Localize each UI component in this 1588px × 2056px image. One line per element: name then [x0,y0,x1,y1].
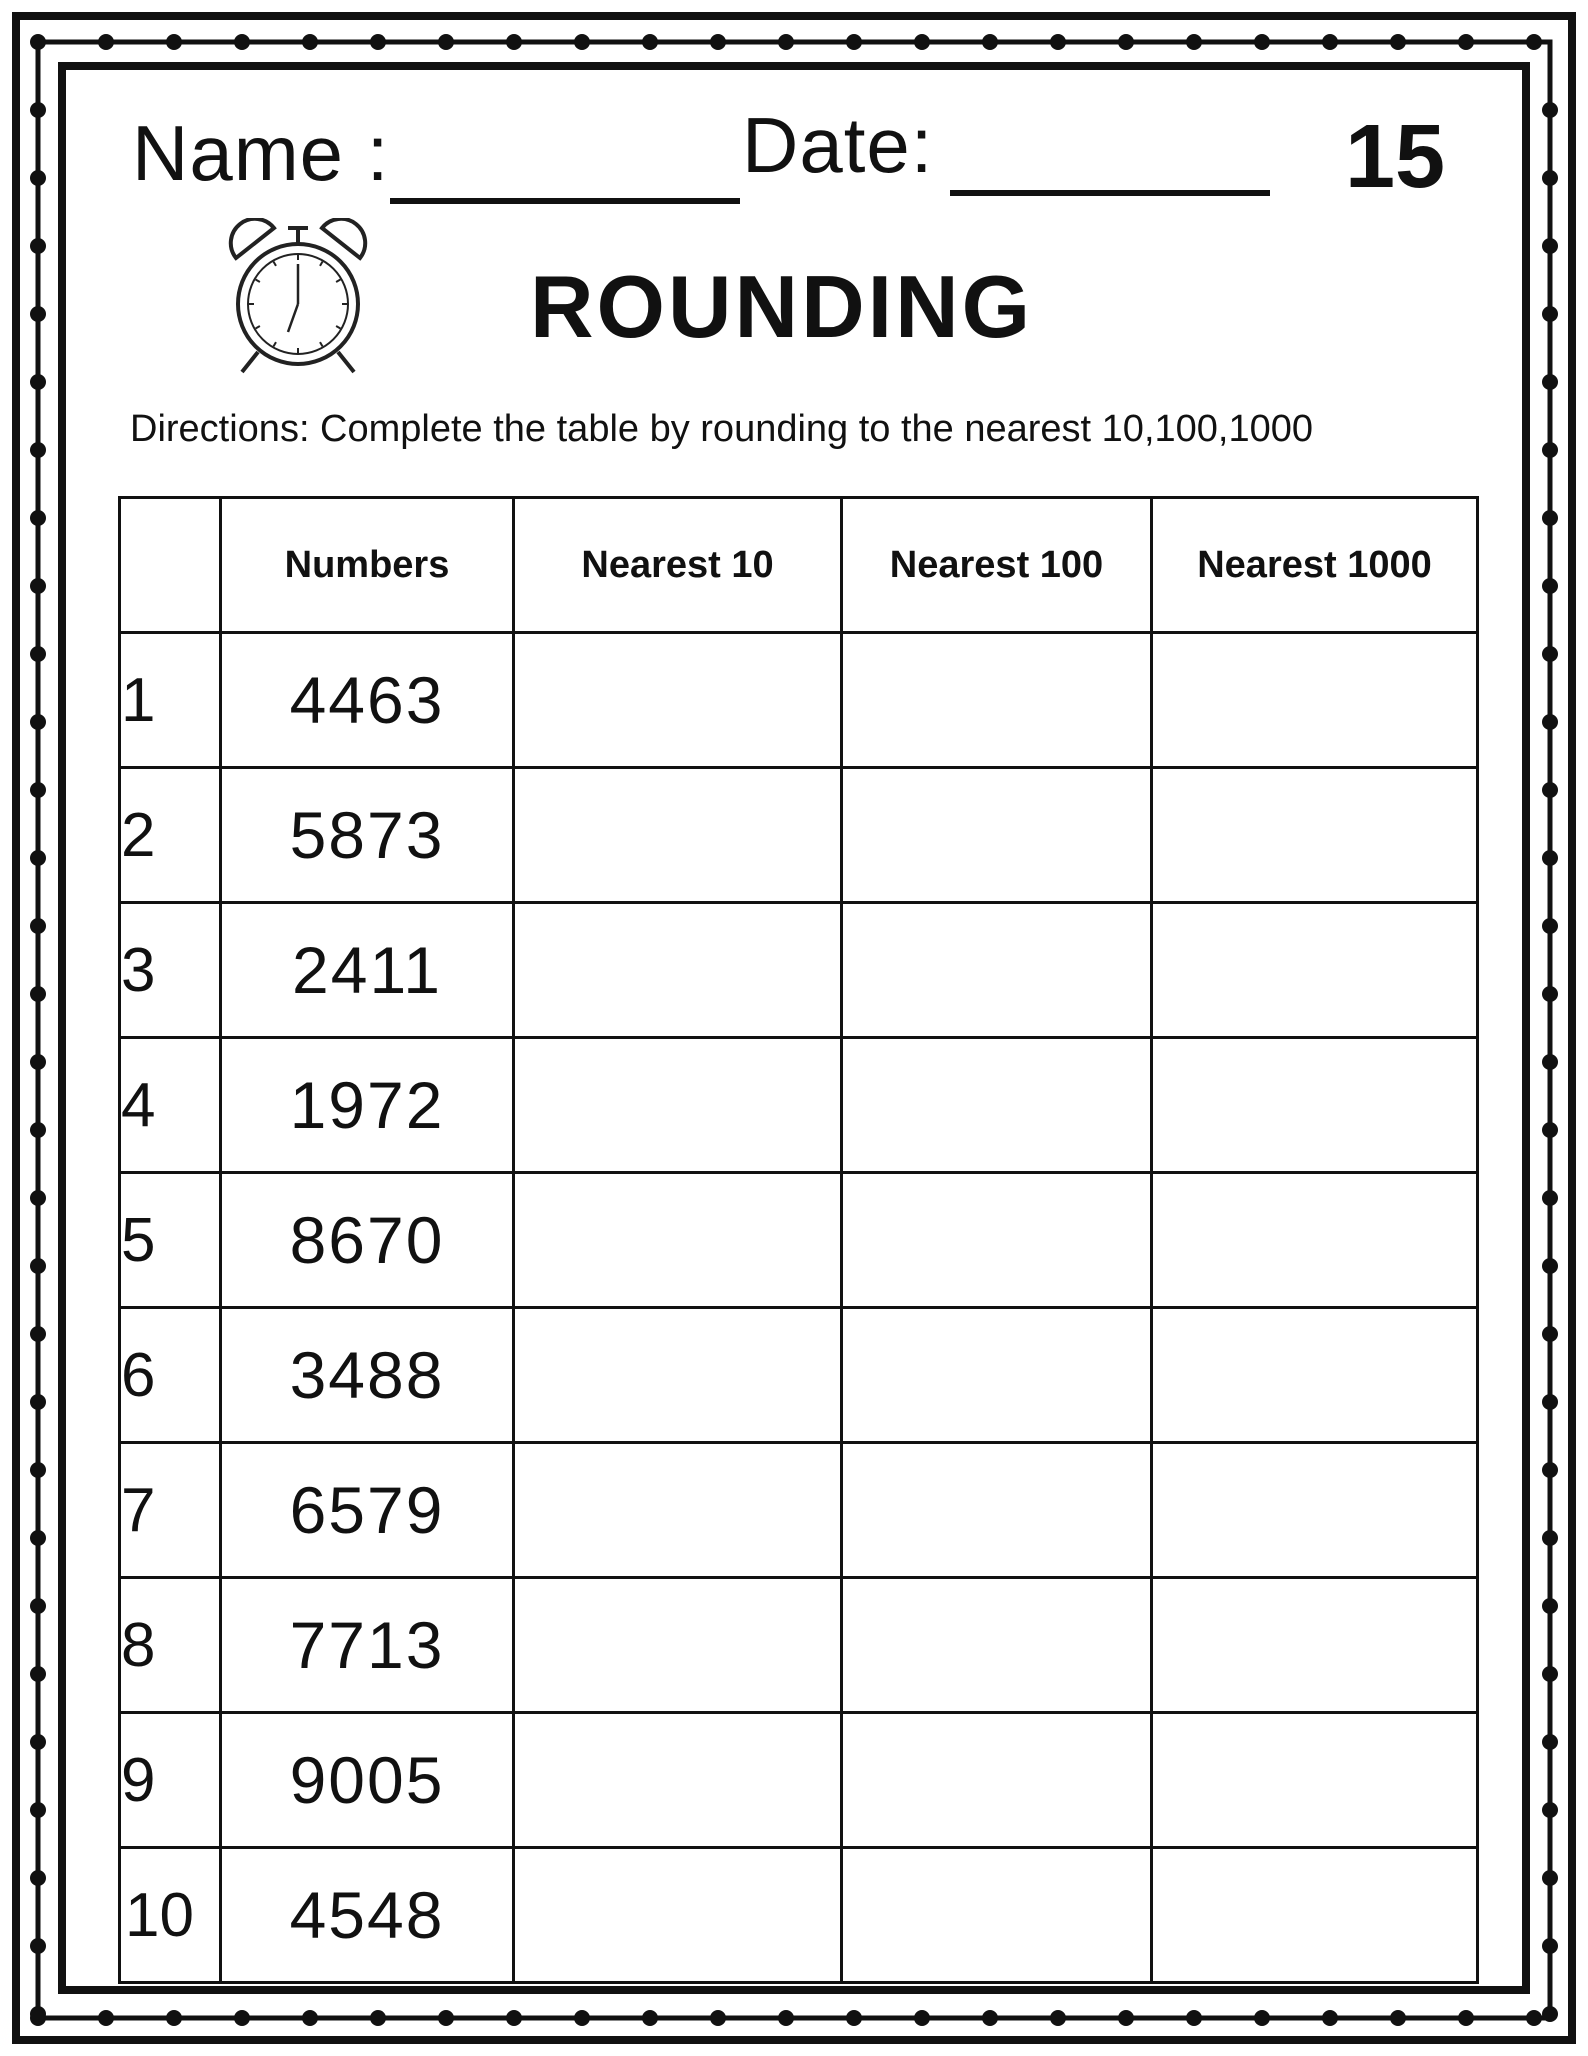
border-dot [30,986,46,1002]
table-row [120,1578,1478,1713]
border-dot [30,714,46,730]
border-dot [914,2010,930,2026]
table-row [120,633,1478,768]
border-dot [30,510,46,526]
date-label: Date: [742,101,934,189]
border-dot [710,2010,726,2026]
border-dot [642,2010,658,2026]
row-number: 4548 [221,1848,514,1983]
answer-cell-nearest-10[interactable] [514,1308,842,1443]
border-dot [506,34,522,50]
answer-cell-nearest-1000[interactable] [1152,1308,1478,1443]
border-dot [1526,34,1542,50]
table-row [120,1713,1478,1848]
column-header-index [120,498,221,633]
border-dot [30,1326,46,1342]
answer-cell-nearest-10[interactable] [514,1578,842,1713]
border-dot [1542,374,1558,390]
border-dot [1542,170,1558,186]
answer-cell-nearest-100[interactable] [842,1578,1152,1713]
border-dot [1542,1190,1558,1206]
border-dot [30,1598,46,1614]
answer-cell-nearest-10[interactable] [514,768,842,903]
border-dot [30,1190,46,1206]
answer-cell-nearest-100[interactable] [842,1443,1152,1578]
name-field[interactable] [390,198,740,204]
border-dot [642,34,658,50]
border-dot [506,2010,522,2026]
border-dot [1118,34,1134,50]
border-dot [30,1938,46,1954]
border-dot [1542,510,1558,526]
answer-cell-nearest-10[interactable] [514,903,842,1038]
border-dot [1254,2010,1270,2026]
border-dot [1186,34,1202,50]
sheet-number: 15 [1345,107,1446,207]
table-row [120,1308,1478,1443]
border-dot [1542,1530,1558,1546]
border-dot [30,1394,46,1410]
border-dot [574,34,590,50]
border-dot [1542,102,1558,118]
border-dot [166,2010,182,2026]
table-row [120,1173,1478,1308]
border-dot [166,34,182,50]
border-dot [778,34,794,50]
border-dot [1542,646,1558,662]
row-index: 5 [120,1173,221,1308]
border-dot [30,1258,46,1274]
border-dot [30,1870,46,1886]
name-label: Name : [132,109,390,197]
border-dot [30,1802,46,1818]
border-dot [30,646,46,662]
border-dot [30,1734,46,1750]
border-dot [982,34,998,50]
border-dot [30,850,46,866]
border-dot [846,2010,862,2026]
border-dot [1050,34,1066,50]
table-row [120,768,1478,903]
answer-cell-nearest-10[interactable] [514,1848,842,1983]
table-row [120,903,1478,1038]
border-dot [30,374,46,390]
border-dot [914,34,930,50]
row-index: 3 [120,903,221,1038]
rounding-table [118,496,1479,1984]
row-number: 3488 [221,1308,514,1443]
border-dot [438,34,454,50]
border-dot [1542,1802,1558,1818]
border-dot [1458,2010,1474,2026]
answer-cell-nearest-100[interactable] [842,1173,1152,1308]
border-dot [1542,442,1558,458]
table-row [120,1443,1478,1578]
border-dot [234,2010,250,2026]
border-dot [370,2010,386,2026]
row-number: 7713 [221,1578,514,1713]
border-dot [302,2010,318,2026]
row-index: 6 [120,1308,221,1443]
border-dot [30,34,46,50]
answer-cell-nearest-10[interactable] [514,633,842,768]
row-index: 1 [120,633,221,768]
answer-cell-nearest-100[interactable] [842,768,1152,903]
border-dot [1542,1394,1558,1410]
border-dot [1542,2006,1558,2022]
column-header-nearest-100: Nearest 100 [842,498,1152,633]
border-dot [30,2006,46,2022]
border-dot [1542,1326,1558,1342]
border-dot [1542,1598,1558,1614]
border-dot [30,102,46,118]
answer-cell-nearest-10[interactable] [514,1038,842,1173]
row-number: 2411 [221,903,514,1038]
border-dot [1542,306,1558,322]
row-index: 10 [120,1848,221,1983]
directions-text: Directions: Complete the table by rounding to the nearest 10,100,1000 [130,408,1313,450]
border-dot [1542,578,1558,594]
border-dot [98,34,114,50]
border-dot [98,2010,114,2026]
table-header-row [120,498,1478,633]
answer-cell-nearest-1000[interactable] [1152,768,1478,903]
row-number: 5873 [221,768,514,903]
table-row [120,1848,1478,1983]
border-dot [30,238,46,254]
date-field[interactable] [950,190,1270,196]
border-dot [1390,2010,1406,2026]
border-dot [30,1054,46,1070]
border-dot [1542,714,1558,730]
border-dot [1542,986,1558,1002]
border-dot [30,1122,46,1138]
border-dot [1542,1462,1558,1478]
border-dot [1542,1734,1558,1750]
border-dot [982,2010,998,2026]
border-dot [1542,238,1558,254]
answer-cell-nearest-1000[interactable] [1152,1848,1478,1983]
border-dot [778,2010,794,2026]
answer-cell-nearest-100[interactable] [842,1848,1152,1983]
border-dot [1322,34,1338,50]
row-index: 2 [120,768,221,903]
border-dot [1542,850,1558,866]
border-dot [30,1666,46,1682]
border-dot [710,34,726,50]
row-index: 9 [120,1713,221,1848]
answer-cell-nearest-10[interactable] [514,1713,842,1848]
row-number: 1972 [221,1038,514,1173]
answer-cell-nearest-100[interactable] [842,1038,1152,1173]
answer-cell-nearest-100[interactable] [842,1308,1152,1443]
border-dot [30,170,46,186]
row-index: 4 [120,1038,221,1173]
border-dot [1542,1258,1558,1274]
border-dot [846,34,862,50]
answer-cell-nearest-1000[interactable] [1152,633,1478,768]
worksheet-title: ROUNDING [530,257,1034,356]
alarm-clock-icon [228,218,368,378]
border-dot [1390,34,1406,50]
column-header-nearest-10: Nearest 10 [514,498,842,633]
column-header-numbers: Numbers [221,498,514,633]
answer-cell-nearest-1000[interactable] [1152,1038,1478,1173]
row-number: 8670 [221,1173,514,1308]
answer-cell-nearest-10[interactable] [514,1173,842,1308]
answer-cell-nearest-1000[interactable] [1152,1173,1478,1308]
border-dot [370,34,386,50]
border-dot [1542,1122,1558,1138]
answer-cell-nearest-1000[interactable] [1152,903,1478,1038]
answer-cell-nearest-1000[interactable] [1152,1578,1478,1713]
border-dot [30,782,46,798]
row-index: 7 [120,1443,221,1578]
row-number: 9005 [221,1713,514,1848]
border-dot [1542,1938,1558,1954]
border-dot [1542,1054,1558,1070]
border-dot [1542,1870,1558,1886]
border-dot [30,1530,46,1546]
column-header-nearest-1000: Nearest 1000 [1152,498,1478,633]
border-dot [438,2010,454,2026]
border-dot [574,2010,590,2026]
border-dot [1322,2010,1338,2026]
border-dot [1186,2010,1202,2026]
answer-cell-nearest-100[interactable] [842,903,1152,1038]
row-number: 4463 [221,633,514,768]
answer-cell-nearest-10[interactable] [514,1443,842,1578]
border-dot [1458,34,1474,50]
border-dot [302,34,318,50]
border-dot [30,1462,46,1478]
answer-cell-nearest-1000[interactable] [1152,1443,1478,1578]
border-dot [1254,34,1270,50]
border-dot [30,306,46,322]
border-dot [1542,918,1558,934]
answer-cell-nearest-100[interactable] [842,633,1152,768]
table-row [120,1038,1478,1173]
border-dot [234,34,250,50]
border-dot [30,918,46,934]
border-dot [30,442,46,458]
border-dot [1118,2010,1134,2026]
answer-cell-nearest-100[interactable] [842,1713,1152,1848]
border-dot [1542,1666,1558,1682]
row-number: 6579 [221,1443,514,1578]
border-dot [1542,782,1558,798]
border-dot [1050,2010,1066,2026]
border-dot [1526,2010,1542,2026]
row-index: 8 [120,1578,221,1713]
answer-cell-nearest-1000[interactable] [1152,1713,1478,1848]
border-dot [30,578,46,594]
